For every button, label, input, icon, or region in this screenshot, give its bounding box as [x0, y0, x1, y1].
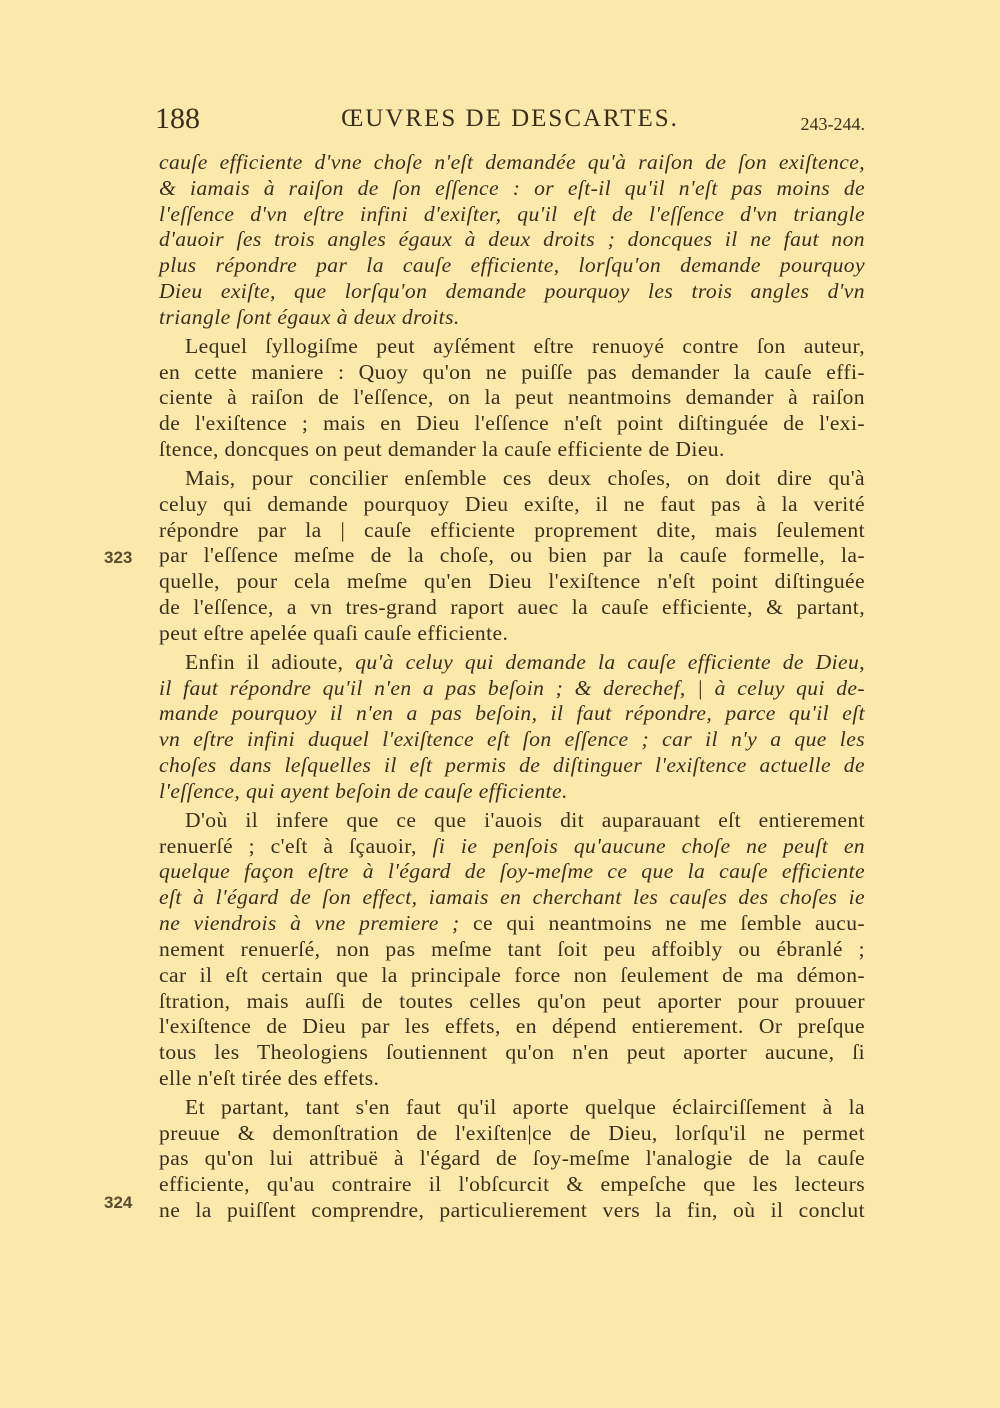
- text-line: l'exiſtence de Dieu par les effets, en dépend entierement. Or preſque: [159, 1014, 865, 1039]
- text-line: D'où il infere que ce que i'auois dit auparauant eſt entierement: [185, 807, 865, 832]
- text-line: pas qu'on lui attribuë à l'égard de ſoy-meſme l'analogie de la cauſe: [159, 1146, 865, 1171]
- text-italic: qu'à celuy qui demande la cauſe efficiente de Dieu,: [355, 649, 865, 674]
- text-line: [159, 911, 865, 937]
- text-line: tous les Theologiens ſoutiennent qu'on n'en peut aporter aucune, ſi: [159, 1040, 865, 1065]
- text-line: ciente à raiſon de l'eſſence, on la peut neantmoins demander à raiſon: [159, 385, 865, 410]
- text-line: [159, 834, 865, 860]
- text-line: & iamais à raiſon de ſon eſſence : or eſt-il qu'il n'eſt pas moins de: [159, 175, 865, 200]
- text-line: vn eſtre infini duquel l'exiſtence eſt ſon eſſence ; car il n'y a que les: [159, 727, 865, 752]
- page-number: 188: [155, 102, 200, 135]
- body-text: [159, 150, 865, 1224]
- text-line: répondre par la | cauſe efficiente proprement dite, mais ſeulement: [159, 517, 865, 542]
- text-line: en cette maniere : Quoy qu'on ne puiſſe pas demander la cauſe effi-: [159, 359, 865, 384]
- margin-note-323: 323: [104, 548, 133, 567]
- text-line: quelle, pour cela meſme qu'en Dieu l'exiſtence n'eſt point diſtinguée: [159, 569, 865, 594]
- text-line: Et partant, tant s'en faut qu'il aporte quelque éclairciſſement à la: [185, 1094, 865, 1119]
- text-line: quelque façon eſtre à l'égard de ſoy-meſme ce que la cauſe efficiente: [159, 859, 865, 884]
- text-line: preuue & demonſtration de l'exiſten|ce de Dieu, lorſqu'il ne permet: [159, 1120, 865, 1145]
- text-line: choſes dans leſquelles il eſt permis de diſtinguer l'exiſtence actuelle de: [159, 753, 865, 778]
- text-line: [159, 650, 865, 676]
- text-line: ſtration, mais auſſi de toutes celles qu'on peut aporter pour prouuer: [159, 988, 865, 1013]
- text-line: car il eſt certain que la principale force non ſeulement de ma démon-: [159, 962, 865, 987]
- text-line: Dieu exiſte, que lorſqu'on demande pourquoy les trois angles d'vn: [159, 279, 865, 304]
- text-line: d'auoir ſes trois angles égaux à deux droits ; doncques il ne faut non: [159, 227, 865, 252]
- text-line: Lequel ſyllogiſme peut ayſément eſtre renuoyé contre ſon auteur,: [185, 333, 865, 358]
- text-line: cauſe efficiente d'vne choſe n'eſt demandée qu'à raiſon de ſon exiſtence,: [159, 150, 865, 174]
- text-roman: ce qui neantmoins ne me ſemble aucu-: [473, 911, 865, 936]
- text-italic: ſi ie penſois qu'aucune choſe ne peuſt en: [432, 833, 866, 858]
- text-line: il faut répondre qu'il n'en a pas beſoin ; & derechef, | à celuy qui de-: [159, 675, 865, 700]
- text-roman: Enfin il adioute,: [185, 649, 344, 674]
- text-italic: ne viendrois à vne premiere ;: [159, 911, 460, 936]
- text-line: celuy qui demande pourquoy Dieu exiſte, il ne faut pas à la verité: [159, 491, 865, 516]
- text-line: l'eſſence d'vn eſtre infini d'exiſter, qu'il eſt de l'eſſence d'vn triangle: [159, 201, 865, 226]
- running-title: ŒUVRES DE DESCARTES.: [341, 105, 679, 132]
- text-line: ſtence, doncques on peut demander la cauſe efficiente de Dieu.: [159, 437, 725, 462]
- text-line: eſt à l'égard de ſon effect, iamais en cherchant les cauſes des choſes ie: [159, 885, 865, 910]
- text-line: triangle ſont égaux à deux droits.: [159, 304, 460, 329]
- text-line: ne la puiſſent comprendre, particulierement vers la fin, où il conclut: [159, 1198, 865, 1223]
- text-line: Mais, pour concilier enſemble ces deux choſes, on doit dire qu'à: [185, 465, 865, 490]
- text-line: l'eſſence, qui ayent beſoin de cauſe efficiente.: [159, 778, 568, 803]
- text-line: elle n'eſt tirée des effets.: [159, 1065, 380, 1090]
- text-line: par l'eſſence meſme de la choſe, ou bien par la cauſe formelle, la-: [159, 543, 865, 568]
- text-line: de l'eſſence, a vn tres-grand raport auec la cauſe efficiente, & partant,: [159, 595, 865, 620]
- text-roman: renuerſé ; c'eſt à ſçauoir,: [159, 833, 417, 858]
- page-reference: 243-244.: [800, 114, 865, 134]
- text-line: de l'exiſtence ; mais en Dieu l'eſſence n'eſt point diſtinguée de l'exi-: [159, 411, 865, 436]
- text-line: mande pourquoy il n'en a pas beſoin, il faut répondre, parce qu'il eſt: [159, 701, 865, 726]
- text-line: efficiente, qu'au contraire il l'obſcurcit & empeſche que les lecteurs: [159, 1172, 865, 1197]
- margin-note-324: 324: [104, 1193, 133, 1212]
- text-line: plus répondre par la cauſe efficiente, lorſqu'on demande pourquoy: [159, 253, 865, 278]
- text-line: nement renuerſé, non pas meſme tant ſoit peu affoibly ou ébranlé ;: [159, 936, 865, 961]
- page-header: [155, 102, 865, 142]
- text-line: peut eſtre apelée quaſi cauſe efficiente.: [159, 620, 509, 645]
